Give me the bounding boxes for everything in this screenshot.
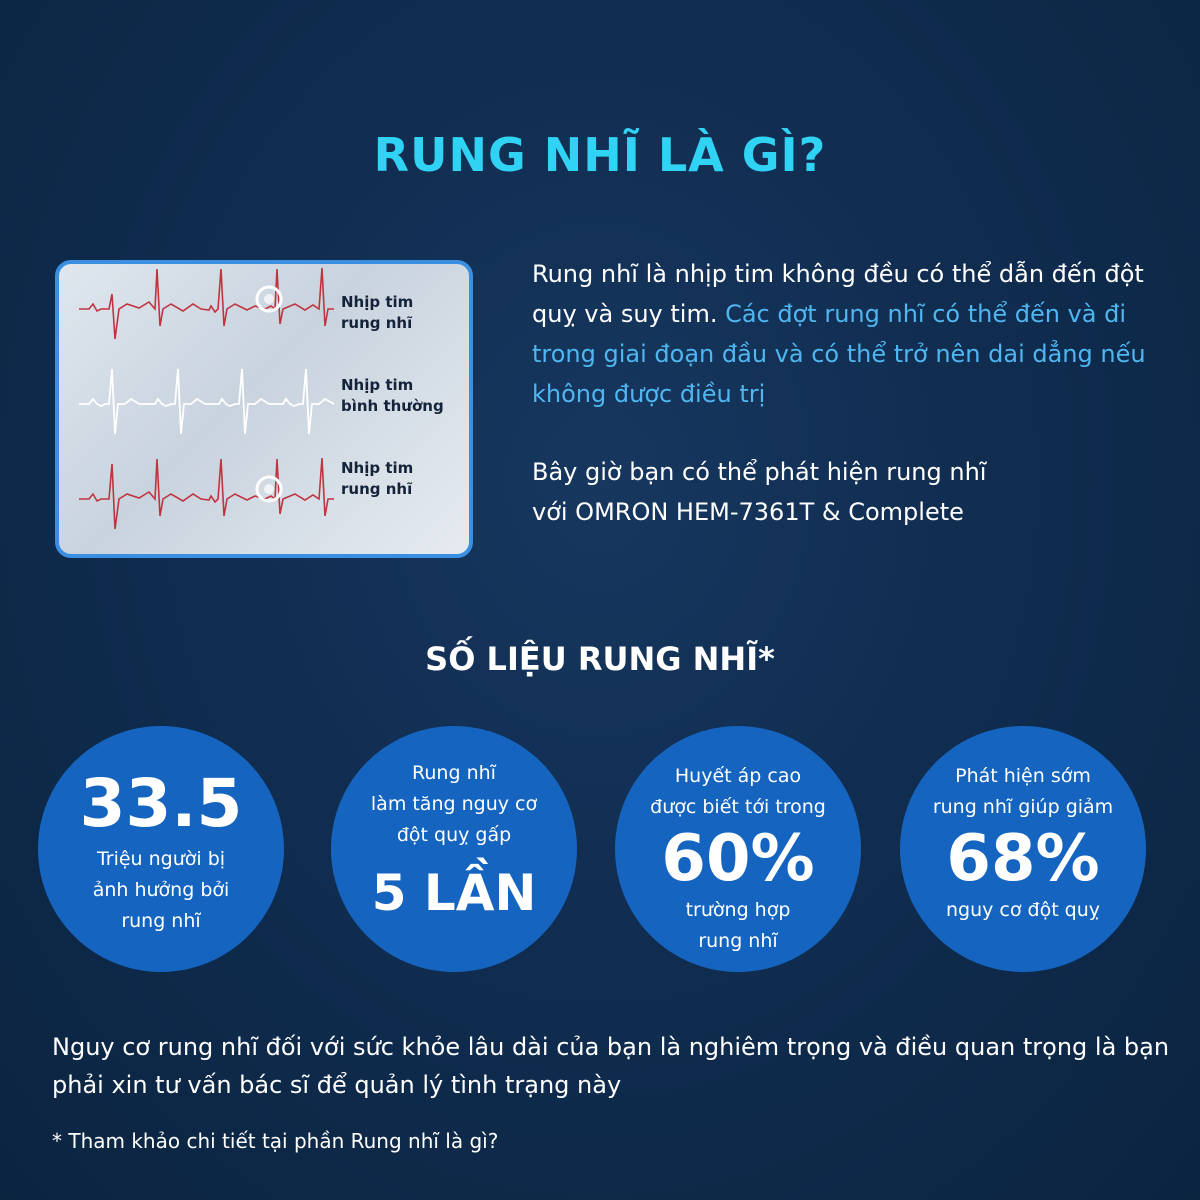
stat-value: 33.5 (79, 765, 243, 842)
page-title: RUNG NHĨ LÀ GÌ? (373, 128, 827, 182)
conclusion-text: Nguy cơ rung nhĩ đối với sức khỏe lâu dài của bạn là nghiêm trọng và điều quan trọng là bạn phải xin tư vấn bác sĩ để quản lý tình trạng này (52, 1033, 1170, 1099)
ecg-normal-trace (79, 369, 334, 434)
stat-value: 68% (946, 822, 1100, 896)
intro-highlight-text: Các đợt rung nhĩ có thể đến và đi trong giai đoạn đầu và có thể trở nên dai dẳng nếu không được điều trị (532, 300, 1146, 408)
stat-value: 60% (661, 822, 815, 896)
detect-paragraph: Bây giờ bạn có thể phát hiện rung nhĩ với OMRON HEM-7361T & Complete (532, 458, 987, 526)
ecg-label-normal: Nhịp tim bình thường (341, 376, 444, 415)
ecg-af-trace-1 (79, 268, 334, 339)
ecg-label-af-2: Nhịp tim rung nhĩ (341, 459, 414, 498)
ecg-af-trace-2 (79, 458, 334, 529)
ecg-comparison-image (55, 260, 473, 558)
stat-circle-early-detection: Phát hiện sớm rung nhĩ giúp giảm 68% nguy cơ đột quỵ (900, 726, 1146, 972)
footnote: * Tham khảo chi tiết tại phần Rung nhĩ là gì? (52, 1129, 499, 1153)
stat-circle-affected: 33.5 Triệu người bị ảnh hưởng bởi rung nhĩ (38, 726, 284, 972)
stats-title: SỐ LIỆU RUNG NHĨ* (425, 640, 775, 678)
stat-circle-hypertension: Huyết áp cao được biết tới trong 60% trường hợp rung nhĩ (615, 726, 861, 972)
stat-value: 5 LẦN (371, 864, 537, 922)
ecg-label-af-1: Nhịp tim rung nhĩ (341, 293, 414, 332)
intro-paragraph (532, 254, 1162, 414)
stat-circle-stroke-risk: Rung nhĩ làm tăng nguy cơ đột quỵ gấp 5 LẦN (331, 726, 577, 972)
intro-text: Rung nhĩ là nhịp tim không đều có thể dẫn đến đột quỵ và suy tim. (532, 260, 1144, 328)
